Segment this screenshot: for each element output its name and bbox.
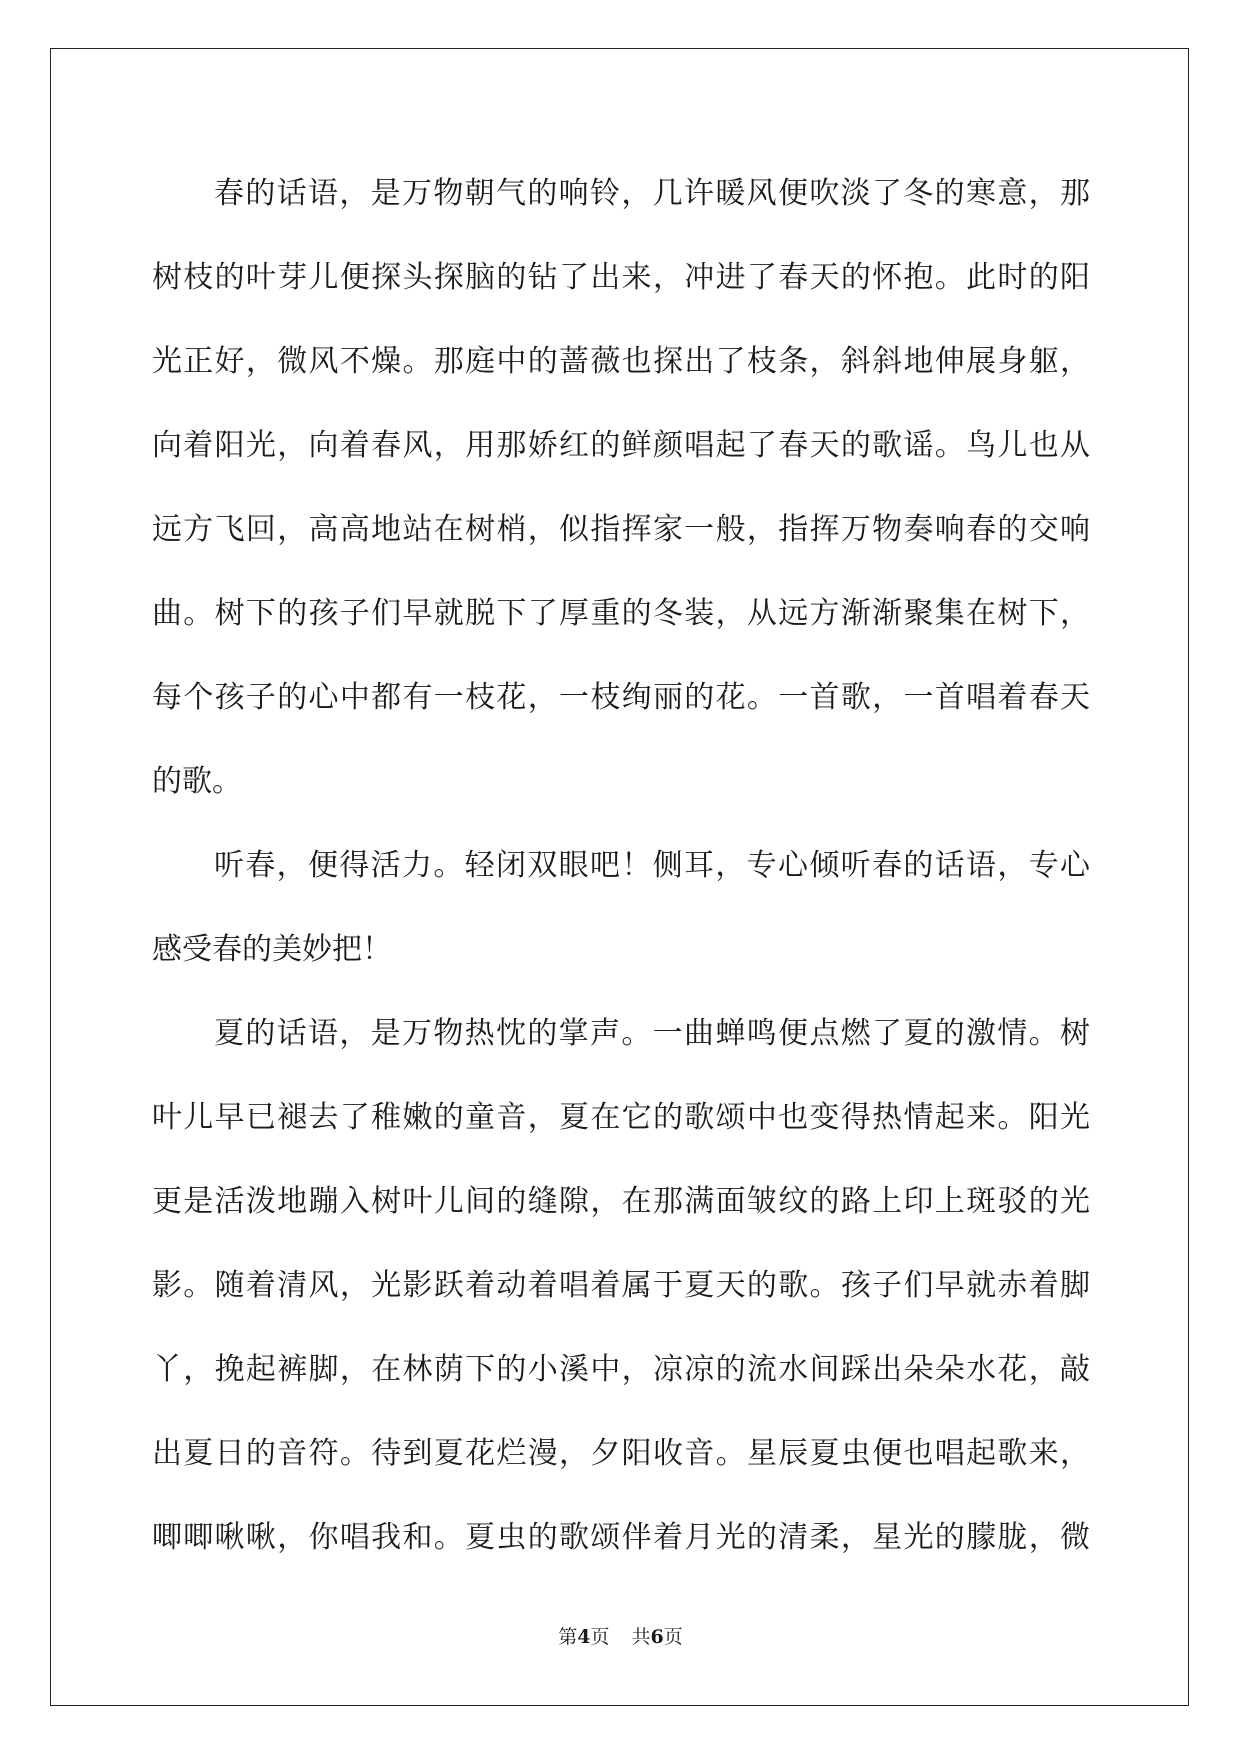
text-line: 每个孩子的心中都有一枝花，一枝绚丽的花。一首歌，一首唱着春天 — [152, 680, 1090, 715]
text-line: 树枝的叶芽儿便探头探脑的钻了出来，冲进了春天的怀抱。此时的阳 — [152, 260, 1090, 295]
text-line: 丫，挽起裤脚，在林荫下的小溪中，凉凉的流水间踩出朵朵水花，敲 — [152, 1352, 1090, 1387]
page-prefix: 第 — [558, 1626, 578, 1648]
total-pages: 6 — [650, 1626, 664, 1648]
text-line: 听春，便得活力。轻闭双眼吧！侧耳，专心倾听春的话语，专心 — [214, 848, 1090, 883]
text-line: 春的话语，是万物朝气的响铃，几许暖风便吹淡了冬的寒意，那 — [214, 176, 1090, 211]
text-line: 叶儿早已褪去了稚嫩的童音，夏在它的歌颂中也变得热情起来。阳光 — [152, 1100, 1090, 1135]
text-line: 光正好，微风不燥。那庭中的蔷薇也探出了枝条，斜斜地伸展身躯， — [152, 344, 1090, 379]
page-number: 4 — [577, 1626, 591, 1648]
total-suffix: 页 — [663, 1626, 683, 1648]
page-footer — [0, 1622, 1241, 1649]
total-prefix: 共 — [631, 1626, 651, 1648]
text-line: 唧唧啾啾，你唱我和。夏虫的歌颂伴着月光的清柔，星光的朦胧，微 — [152, 1520, 1090, 1555]
text-line: 向着阳光，向着春风，用那娇红的鲜颜唱起了春天的歌谣。鸟儿也从 — [152, 428, 1090, 463]
text-line: 更是活泼地蹦入树叶儿间的缝隙，在那满面皱纹的路上印上斑驳的光 — [152, 1184, 1090, 1219]
document-body — [152, 152, 1090, 1580]
text-line: 出夏日的音符。待到夏花烂漫，夕阳收音。星辰夏虫便也唱起歌来， — [152, 1436, 1090, 1471]
text-line: 曲。树下的孩子们早就脱下了厚重的冬装，从远方渐渐聚集在树下， — [152, 596, 1090, 631]
text-line: 感受春的美妙把！ — [152, 932, 392, 967]
text-line: 的歌。 — [152, 764, 242, 799]
text-line: 远方飞回，高高地站在树梢，似指挥家一般，指挥万物奏响春的交响 — [152, 512, 1090, 547]
text-line: 影。随着清风，光影跃着动着唱着属于夏天的歌。孩子们早就赤着脚 — [152, 1268, 1090, 1303]
text-line: 夏的话语，是万物热忱的掌声。一曲蝉鸣便点燃了夏的激情。树 — [214, 1016, 1090, 1051]
page-suffix: 页 — [590, 1626, 610, 1648]
